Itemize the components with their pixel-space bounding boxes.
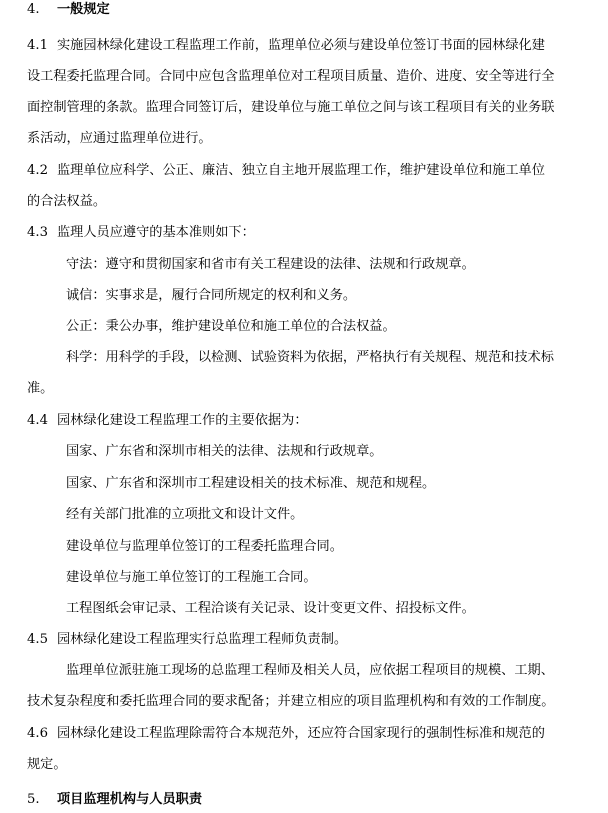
section-title: 项目监理机构与人员职责 [57,792,203,807]
clause-number: 4.4 [27,413,48,428]
section-number: 4. [27,2,40,17]
clause-number: 4.1 [27,38,48,53]
clause-text: 监理人员应遵守的基本准则如下： [57,225,255,240]
clause-number: 4.6 [27,726,48,741]
clause-4-2-line-2: 的合法权益。 [27,194,107,209]
clause-number: 4.3 [27,225,48,240]
clause-4-2-line-1 [27,162,545,180]
section-4-heading [27,1,110,19]
clause-text: 园林绿化建设工程监理工作的主要依据为： [57,413,308,428]
clause-4-4-item-5: 建设单位与施工单位签订的工程施工合同。 [66,570,317,585]
section-5-heading [27,791,202,809]
clause-4-5-line-1: 监理单位派驻施工现场的总监理工程师及相关人员，应依据工程项目的规模、工期、 [66,663,554,678]
clause-4-6-line-2: 规定。 [27,757,67,772]
clause-4-3-item-4-continuation: 准。 [27,381,54,396]
clause-number: 4.5 [27,632,48,647]
clause-text: 园林绿化建设工程监理实行总监理工程师负责制。 [57,632,348,647]
clause-4-4-item-1: 国家、广东省和深圳市相关的法律、法规和行政规章。 [66,444,383,459]
clause-4-1-line-2: 设工程委托监理合同。合同中应包含监理单位对工程项目质量、造价、进度、安全等进行全 [27,69,555,84]
clause-4-4-intro [27,412,308,430]
clause-text: 实施园林绿化建设工程监理工作前，监理单位必须与建设单位签订书面的园林绿化建 [57,38,545,53]
clause-4-5-line-2: 技术复杂程度和委托监理合同的要求配备；并建立相应的项目监理机构和有效的工作制度。 [27,694,555,709]
clause-4-4-item-4: 建设单位与监理单位签订的工程委托监理合同。 [66,539,343,554]
clause-4-3-item-4: 科学：用科学的手段，以检测、试验资料为依据，严格执行有关规程、规范和技术标 [66,350,554,365]
clause-4-1-line-1 [27,37,545,55]
section-number: 5. [27,792,40,807]
clause-4-3-item-1: 守法：遵守和贯彻国家和省市有关工程建设的法律、法规和行政规章。 [66,257,475,272]
clause-4-1-line-4: 系活动，应通过监理单位进行。 [27,131,212,146]
clause-4-5-intro [27,631,347,649]
section-title: 一般规定 [57,2,110,17]
clause-4-4-item-2: 国家、广东省和深圳市工程建设相关的技术标准、规范和规程。 [66,476,436,491]
clause-number: 4.2 [27,163,48,178]
clause-text: 园林绿化建设工程监理除需符合本规范外，还应符合国家现行的强制性标准和规范的 [57,726,545,741]
clause-4-6-line-1 [27,725,545,743]
clause-4-3-item-2: 诚信：实事求是，履行合同所规定的权利和义务。 [66,288,357,303]
clause-4-3-item-3: 公正：秉公办事，维护建设单位和施工单位的合法权益。 [66,319,396,334]
clause-4-1-line-3: 面控制管理的条款。监理合同签订后，建设单位与施工单位之间与该工程项目有关的业务联 [27,100,555,115]
clause-text: 监理单位应科学、公正、廉洁、独立自主地开展监理工作，维护建设单位和施工单位 [57,163,545,178]
clause-4-3-intro [27,224,255,242]
clause-4-4-item-3: 经有关部门批准的立项批文和设计文件。 [66,507,304,522]
clause-4-4-item-6: 工程图纸会审记录、工程洽谈有关记录、设计变更文件、招投标文件。 [66,601,475,616]
